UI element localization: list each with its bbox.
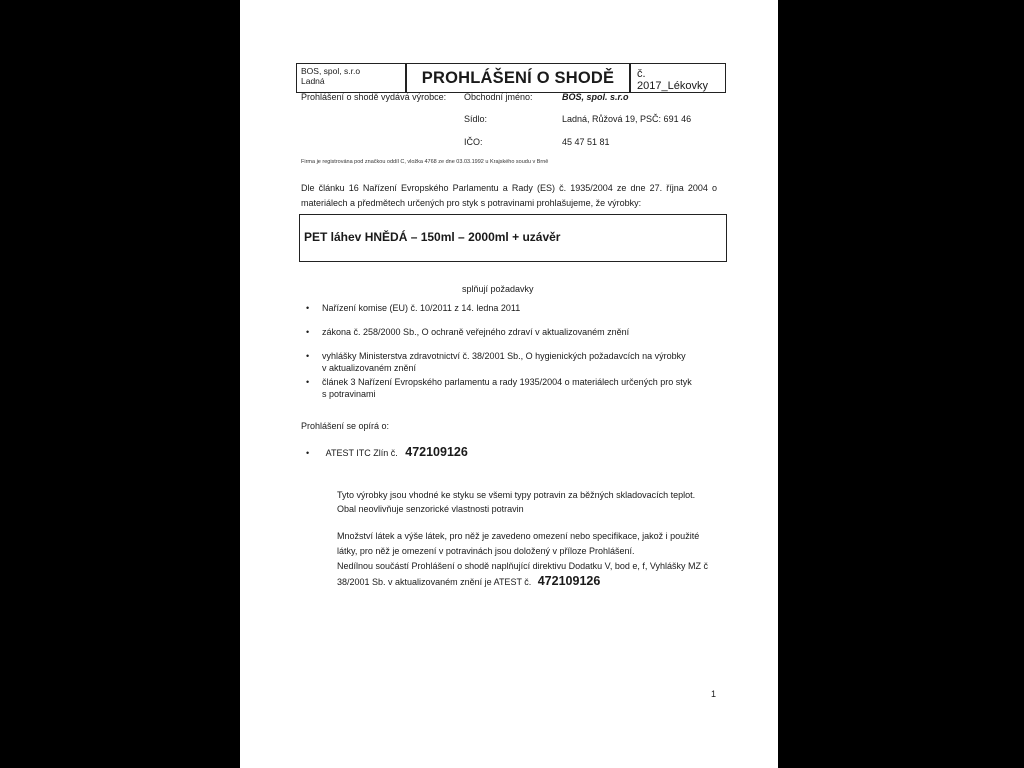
bullet-icon: • <box>306 327 310 337</box>
document-title: PROHLÁŠENÍ O SHODĚ <box>406 63 630 93</box>
bullet-icon: • <box>306 303 310 313</box>
list-item: • zákona č. 258/2000 Sb., O ochraně veřejného zdraví v aktualizovaném znění <box>306 327 630 337</box>
atest-number: 472109126 <box>405 445 468 459</box>
registration-note: Firma je registrována pod značkou oddíl C, vložka 4768 ze dne 03.03.1992 u Krajského soudu v Brně <box>301 159 549 165</box>
list-item: • článek 3 Nařízení Evropského parlamentu a rady 1935/2004 o materiálech určených pro styk s potravinami <box>306 377 692 399</box>
intro-line-2: materiálech a předmětech určených pro styk s potravinami prohlašujeme, že výrobky: <box>301 198 642 208</box>
limits-line-4-prefix: 38/2001 Sb. v aktualizovaném znění je ATEST č. <box>337 577 532 587</box>
header-company-city: Ladná <box>301 76 325 86</box>
bullet-icon: • <box>306 448 310 458</box>
basis-label: Prohlášení se opírá o: <box>301 421 390 431</box>
intro-line-1: Dle článku 16 Nařízení Evropského Parlamentu a Rady (ES) č. 1935/2004 ze dne 27. října 2004 o <box>301 183 717 193</box>
document-page <box>240 0 778 768</box>
limits-line-1: Množství látek a výše látek, pro něž je zavedeno omezení nebo specifikace, jakož i použité <box>337 531 700 541</box>
list-item: • Nařízení komise (EU) č. 10/2011 z 14. ledna 2011 <box>306 303 521 313</box>
suitability-line-2: Obal neovlivňuje senzorické vlastnosti potravin <box>337 504 524 514</box>
limits-line-4 <box>337 572 600 590</box>
issuer-ico-label: IČO: <box>464 137 483 147</box>
list-item: • vyhlášky Ministerstva zdravotnictví č. 38/2001 Sb., O hygienických požadavcích na výrobky v aktualizovaném znění <box>306 351 686 373</box>
issuer-name-value: BOS, spol. s.r.o <box>562 92 629 102</box>
page-number: 1 <box>711 689 717 699</box>
product-box <box>299 214 727 262</box>
issuer-intro: Prohlášení o shodě vydává výrobce: <box>301 92 447 102</box>
issuer-seat-label: Sídlo: <box>464 114 488 124</box>
limits-atest-number: 472109126 <box>537 574 601 588</box>
bullet-icon: • <box>306 351 310 361</box>
header-company-cell <box>296 63 406 93</box>
header-company-name: BOS, spol, s.r.o <box>301 66 361 76</box>
issuer-seat-value: Ladná, Růžová 19, PSČ: 691 46 <box>562 114 692 124</box>
requirements-list <box>306 302 718 400</box>
atest-prefix: ATEST ITC Zlín č. <box>325 448 398 458</box>
issuer-ico-value: 45 47 51 81 <box>562 137 610 147</box>
limits-line-3: Nedílnou součástí Prohlášení o shodě naplňující direktivu Dodatku V, bod e, f, Vyhlášky MZ č <box>337 561 709 571</box>
product-name: PET láhev HNĚDÁ – 150ml – 2000ml + uzávěr <box>304 230 561 244</box>
atest-item <box>306 443 468 461</box>
limits-line-2: látky, pro něž je omezení v potravinách jsou doložený v příloze Prohlášení. <box>337 546 635 556</box>
issuer-name-label: Obchodní jméno: <box>464 92 533 102</box>
complies-label: splňují požadavky <box>462 284 534 294</box>
document-number: č. 2017_Lékovky <box>630 63 726 93</box>
suitability-line-1: Tyto výrobky jsou vhodné ke styku se všemi typy potravin za běžných skladovacích teplot. <box>337 490 696 500</box>
bullet-icon: • <box>306 377 310 387</box>
